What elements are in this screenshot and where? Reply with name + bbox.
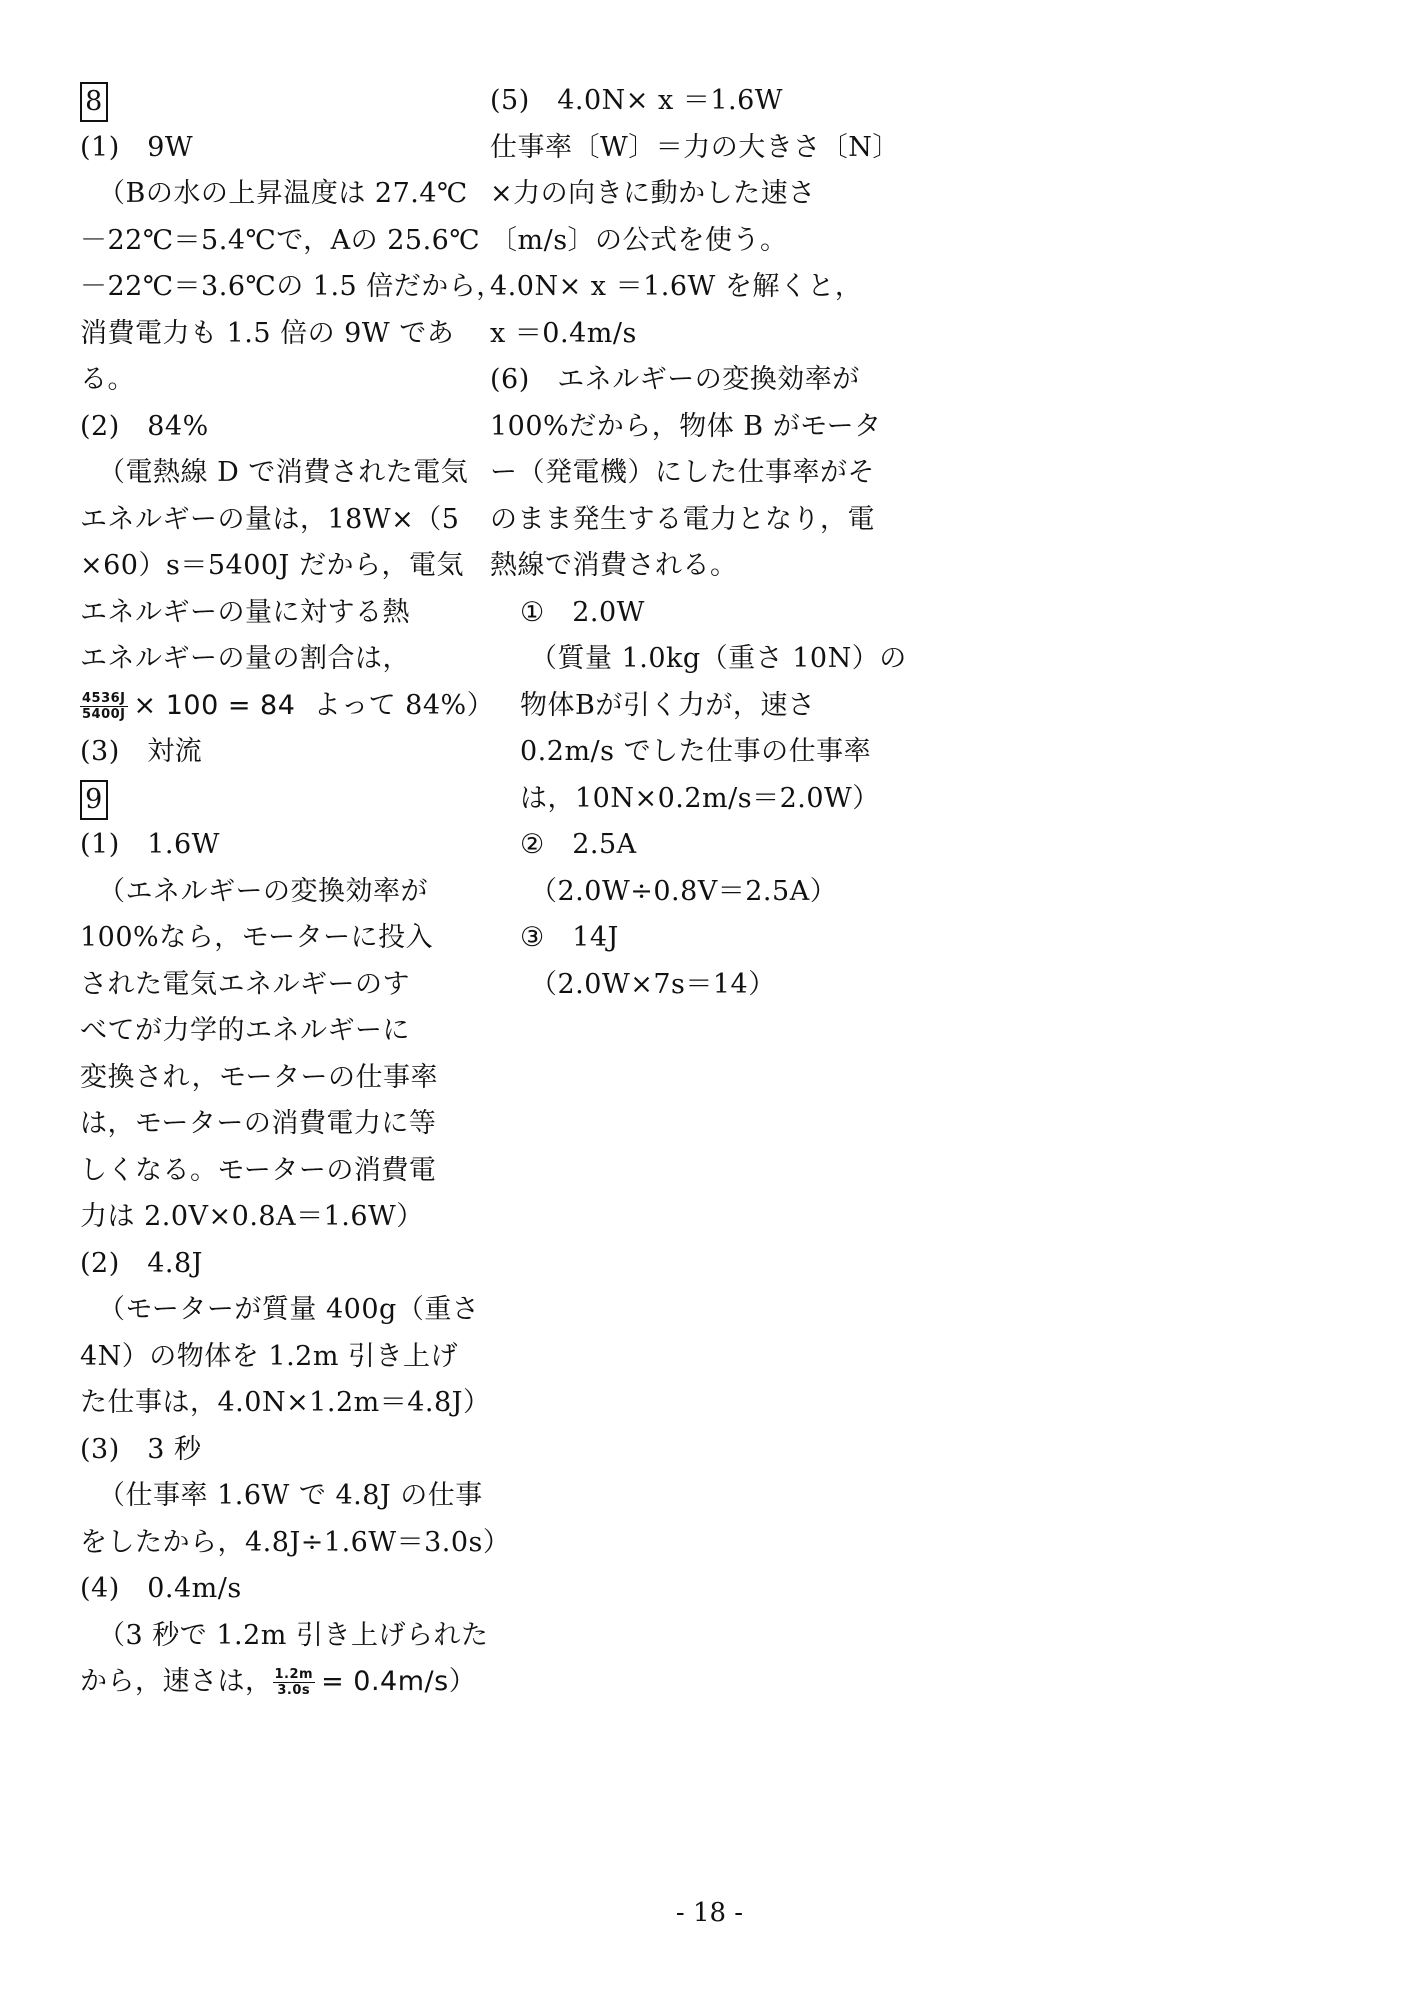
explanation-line: ー（発電機）にした仕事率がそ bbox=[490, 457, 875, 488]
explanation-line: た仕事は，4.0N×1.2m＝4.8J） bbox=[80, 1387, 491, 1418]
fraction-numerator: 1.2m bbox=[274, 1667, 314, 1682]
explanation-line: 変換され，モーターの仕事率 bbox=[80, 1061, 439, 1093]
fraction-equation: = 0.4m/s） bbox=[321, 1666, 477, 1697]
explanation-line: （Bの水の上昇温度は 27.4℃ bbox=[98, 178, 468, 209]
explanation-line: 0.2m/s でした仕事の仕事率 bbox=[520, 736, 872, 767]
explanation-line: （3 秒で 1.2m 引き上げられた bbox=[98, 1619, 489, 1651]
explanation-line: ×60）s＝5400J だから，電気 bbox=[80, 550, 464, 581]
explanation-line: エネルギーの量は，18W×（5 bbox=[80, 503, 460, 535]
explanation-line: 4N）の物体を 1.2m 引き上げ bbox=[80, 1340, 459, 1372]
explanation-line: －22℃＝3.6℃の 1.5 倍だから， bbox=[80, 271, 504, 302]
fraction-line bbox=[80, 683, 495, 730]
answer-9-2: (2) 4.8J bbox=[80, 1247, 204, 1279]
explanation-line: る。 bbox=[80, 364, 135, 395]
explanation-line: は，モーターの消費電力に等 bbox=[80, 1108, 437, 1139]
explanation-line: （2.0W÷0.8V＝2.5A） bbox=[530, 875, 838, 907]
explanation-line: べてが力学的エネルギーに bbox=[80, 1015, 410, 1046]
fraction-tail: よって 84%） bbox=[313, 689, 495, 721]
fraction-denominator: 5400J bbox=[82, 706, 126, 722]
explanation-line: エネルギーの量の割合は， bbox=[80, 643, 410, 674]
explanation-line: された電気エネルギーのす bbox=[80, 968, 410, 1000]
explanation-line: x ＝0.4m/s bbox=[490, 317, 637, 349]
explanation-line: 100%なら，モーターに投入 bbox=[80, 922, 434, 953]
answer-9-1: (1) 1.6W bbox=[80, 829, 220, 860]
answer-9-6-2: ② 2.5A bbox=[520, 829, 637, 860]
fraction-line bbox=[80, 1659, 480, 1706]
fraction-denominator: 3.0s bbox=[277, 1683, 311, 1698]
right-column bbox=[490, 78, 907, 1008]
question-number-box: 8 bbox=[80, 82, 108, 122]
explanation-line: 〔m/s〕の公式を使う。 bbox=[490, 224, 788, 256]
left-column bbox=[80, 78, 511, 1706]
page-number: - 18 - bbox=[675, 1898, 744, 1928]
explanation-line: は，10N×0.2m/s＝2.0W） bbox=[520, 782, 880, 814]
explanation-line: （質量 1.0kg（重さ 10N）の bbox=[530, 643, 907, 674]
explanation-line: 力は 2.0V×0.8A＝1.6W） bbox=[80, 1201, 424, 1232]
fraction-equation: × 100 = 84 bbox=[133, 689, 296, 721]
explanation-line: （仕事率 1.6W で 4.8J の仕事 bbox=[98, 1480, 483, 1511]
fraction-prefix: から，速さは， bbox=[80, 1666, 273, 1697]
answer-9-5: (5) 4.0N× x ＝1.6W bbox=[490, 85, 784, 116]
explanation-line: ×力の向きに動かした速さ bbox=[490, 178, 816, 209]
question-9-header bbox=[80, 776, 480, 823]
answer-9-3: (3) 3 秒 bbox=[80, 1433, 202, 1465]
answer-9-6-3: ③ 14J bbox=[520, 922, 619, 953]
explanation-line: （モーターが質量 400g（重さ bbox=[98, 1294, 480, 1325]
explanation-line: 100%だから，物体 B がモータ bbox=[490, 410, 882, 442]
answer-8-1: (1) 9W bbox=[80, 131, 194, 163]
answer-8-2: (2) 84% bbox=[80, 410, 209, 442]
answer-8-3: (3) 対流 bbox=[80, 736, 203, 767]
answer-9-6: (6) エネルギーの変換効率が bbox=[490, 364, 860, 395]
explanation-line: 消費電力も 1.5 倍の 9W であ bbox=[80, 317, 455, 349]
fraction-numerator: 4536J bbox=[82, 690, 126, 706]
explanation-line: （エネルギーの変換効率が bbox=[98, 875, 428, 907]
explanation-line: （電熱線 D で消費された電気 bbox=[98, 457, 469, 488]
answer-9-4: (4) 0.4m/s bbox=[80, 1573, 242, 1604]
question-number-box: 9 bbox=[80, 780, 108, 820]
explanation-line: －22℃＝5.4℃で，Aの 25.6℃ bbox=[80, 224, 481, 256]
explanation-line: しくなる。モーターの消費電 bbox=[80, 1154, 437, 1186]
question-8-header bbox=[80, 78, 480, 125]
explanation-line: 物体Bが引く力が，速さ bbox=[520, 689, 816, 721]
fraction bbox=[273, 1667, 316, 1698]
answer-9-6-1: ① 2.0W bbox=[520, 596, 645, 628]
explanation-line: 仕事率〔W〕＝力の大きさ〔N〕 bbox=[490, 131, 900, 163]
explanation-line: （2.0W×7s＝14） bbox=[530, 968, 776, 1000]
explanation-line: のまま発生する電力となり，電 bbox=[490, 503, 875, 535]
fraction bbox=[80, 691, 128, 722]
explanation-line: 4.0N× x ＝1.6W を解くと， bbox=[490, 271, 863, 302]
explanation-line: エネルギーの量に対する熱 bbox=[80, 596, 410, 628]
explanation-line: 熱線で消費される。 bbox=[490, 550, 738, 581]
explanation-line: をしたから，4.8J÷1.6W＝3.0s） bbox=[80, 1526, 511, 1558]
